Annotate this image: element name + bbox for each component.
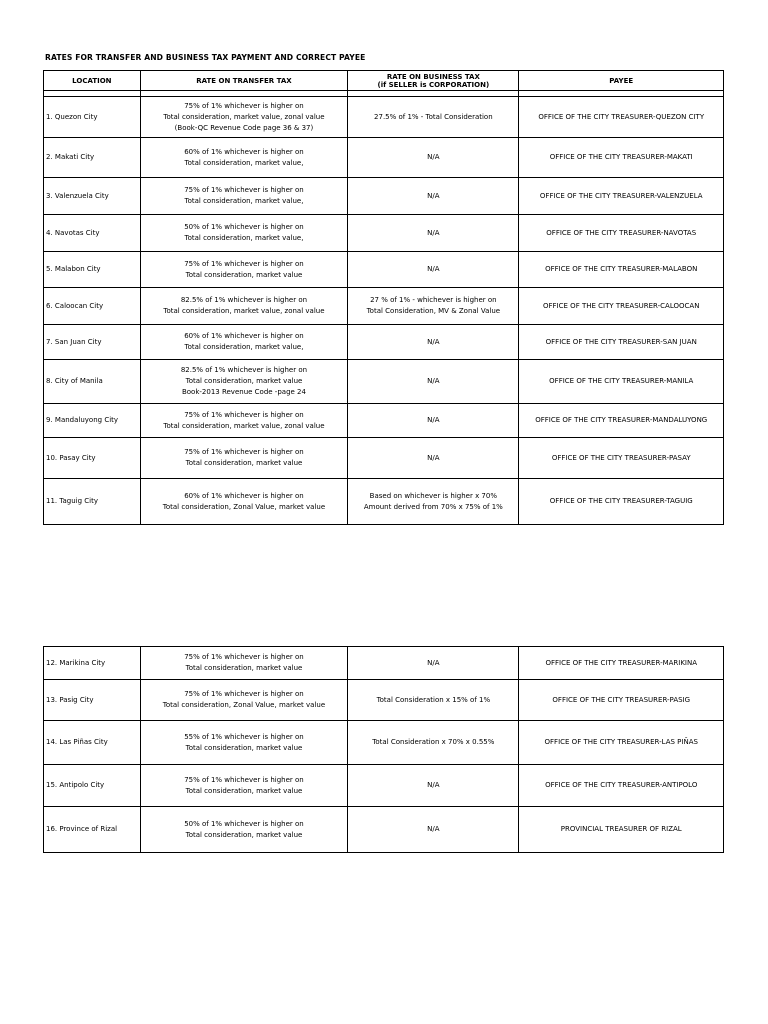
payee-cell: OFFICE OF THE CITY TREASURER-PASIG: [519, 680, 724, 721]
transfer-tax-line: 60% of 1% whichever is higher on: [184, 147, 304, 156]
transfer-tax-line: Total consideration, market value: [185, 743, 303, 752]
transfer-tax-line: Total consideration, market value,: [184, 234, 304, 242]
transfer-tax-line: Total consideration, market value: [185, 830, 303, 839]
payee-cell: OFFICE OF THE CITY TREASURER-LAS PIÑAS: [519, 721, 724, 765]
transfer-tax-cell: [140, 721, 348, 765]
transfer-tax-line: Total consideration, market value, zonal value: [163, 307, 325, 315]
business-tax-cell: [348, 680, 519, 721]
transfer-tax-line: Total consideration, market value,: [184, 197, 304, 205]
transfer-tax-line: (Book-QC Revenue Code page 36 & 37): [174, 123, 314, 132]
payee-cell: OFFICE OF THE CITY TREASURER-ANTIPOLO: [519, 765, 724, 807]
location-cell: 1. Quezon City: [44, 97, 141, 138]
location-cell: 2. Makati City: [44, 138, 141, 178]
header-business-tax-line1: RATE ON BUSINESS TAX: [386, 72, 480, 81]
transfer-tax-cell: [140, 765, 348, 807]
payee-cell: OFFICE OF THE CITY TREASURER-CALOOCAN: [519, 288, 724, 325]
table-row: [44, 97, 724, 138]
transfer-tax-line: 50% of 1% whichever is higher on: [184, 819, 304, 828]
table-row: [44, 215, 724, 252]
location-cell: 8. City of Manila: [44, 360, 141, 404]
transfer-tax-line: 75% of 1% whichever is higher on: [184, 448, 304, 456]
table-row: [44, 647, 724, 680]
transfer-tax-line: 75% of 1% whichever is higher on: [184, 690, 304, 698]
location-cell: 16. Province of Rizal: [44, 807, 141, 853]
rates-table-page-2: [43, 646, 724, 853]
location-cell: 12. Marikina City: [44, 647, 141, 680]
location-cell: 11. Taguig City: [44, 479, 141, 525]
business-tax-line: N/A: [427, 825, 440, 833]
header-business-tax-line2: (if SELLER is CORPORATION): [377, 80, 490, 89]
business-tax-line: N/A: [427, 453, 440, 462]
business-tax-cell: [348, 288, 519, 325]
transfer-tax-cell: [140, 647, 348, 680]
business-tax-cell: [348, 765, 519, 807]
transfer-tax-cell: [140, 404, 348, 438]
transfer-tax-cell: [140, 97, 348, 138]
table-body-page-2: [44, 647, 724, 853]
transfer-tax-cell: [140, 479, 348, 525]
page-title: RATES FOR TRANSFER AND BUSINESS TAX PAYMENT AND CORRECT PAYEE: [45, 53, 366, 62]
business-tax-cell: [348, 404, 519, 438]
transfer-tax-cell: [140, 178, 348, 215]
rates-table-page-1: [43, 70, 724, 525]
business-tax-line: Amount derived from 70% x 75% of 1%: [363, 502, 503, 511]
transfer-tax-cell: [140, 138, 348, 178]
business-tax-cell: [348, 252, 519, 288]
location-cell: 6. Caloocan City: [44, 288, 141, 325]
table-row: [44, 288, 724, 325]
transfer-tax-line: 60% of 1% whichever is higher on: [184, 491, 304, 500]
payee-cell: OFFICE OF THE CITY TREASURER-MARIKINA: [519, 647, 724, 680]
business-tax-line: N/A: [427, 337, 440, 346]
transfer-tax-line: 55% of 1% whichever is higher on: [184, 732, 304, 741]
location-cell: 13. Pasig City: [44, 680, 141, 721]
payee-cell: OFFICE OF THE CITY TREASURER-QUEZON CITY: [519, 97, 724, 138]
table-row: [44, 325, 724, 360]
transfer-tax-line: Total consideration, market value: [185, 270, 303, 279]
table-header-row: [44, 71, 724, 91]
location-cell: 7. San Juan City: [44, 325, 141, 360]
transfer-tax-line: 75% of 1% whichever is higher on: [184, 259, 304, 268]
transfer-tax-line: Total consideration, market value,: [184, 343, 304, 351]
business-tax-cell: [348, 807, 519, 853]
payee-cell: OFFICE OF THE CITY TREASURER-VALENZUELA: [519, 178, 724, 215]
business-tax-line: 27 % of 1% - whichever is higher on: [370, 296, 497, 304]
transfer-tax-line: 82.5% of 1% whichever is higher on: [180, 366, 308, 374]
transfer-tax-line: Total consideration, market value: [185, 786, 303, 795]
business-tax-cell: [348, 325, 519, 360]
business-tax-line: N/A: [427, 377, 440, 385]
table-body-page-1: [44, 97, 724, 525]
table-row: [44, 178, 724, 215]
business-tax-line: N/A: [427, 781, 440, 789]
transfer-tax-line: 75% of 1% whichever is higher on: [184, 775, 304, 784]
business-tax-cell: [348, 721, 519, 765]
transfer-tax-cell: [140, 360, 348, 404]
business-tax-line: N/A: [427, 153, 440, 161]
business-tax-cell: [348, 138, 519, 178]
transfer-tax-line: 82.5% of 1% whichever is higher on: [180, 296, 308, 304]
business-tax-cell: [348, 215, 519, 252]
transfer-tax-line: 75% of 1% whichever is higher on: [184, 186, 304, 194]
business-tax-line: Total Consideration x 15% of 1%: [376, 695, 491, 704]
business-tax-cell: [348, 178, 519, 215]
transfer-tax-line: Total consideration, market value: [185, 377, 303, 385]
transfer-tax-cell: [140, 325, 348, 360]
transfer-tax-line: 50% of 1% whichever is higher on: [184, 223, 304, 231]
payee-cell: OFFICE OF THE CITY TREASURER-SAN JUAN: [519, 325, 724, 360]
transfer-tax-line: 75% of 1% whichever is higher on: [184, 101, 304, 110]
location-cell: 10. Pasay City: [44, 438, 141, 479]
payee-cell: OFFICE OF THE CITY TREASURER-NAVOTAS: [519, 215, 724, 252]
location-cell: 3. Valenzuela City: [44, 178, 141, 215]
table-row: [44, 360, 724, 404]
table-row: [44, 721, 724, 765]
payee-cell: OFFICE OF THE CITY TREASURER-MAKATI: [519, 138, 724, 178]
business-tax-line: Total Consideration, MV & Zonal Value: [366, 307, 501, 315]
business-tax-line: 27.5% of 1% - Total Consideration: [374, 112, 493, 121]
transfer-tax-cell: [140, 807, 348, 853]
table-row: [44, 138, 724, 178]
business-tax-line: N/A: [427, 191, 440, 200]
payee-cell: OFFICE OF THE CITY TREASURER-TAGUIG: [519, 479, 724, 525]
transfer-tax-line: Total consideration, market value: [185, 664, 303, 672]
transfer-tax-cell: [140, 215, 348, 252]
header-payee: PAYEE: [519, 71, 724, 91]
header-business-tax: [348, 71, 519, 91]
location-cell: 15. Antipolo City: [44, 765, 141, 807]
transfer-tax-cell: [140, 252, 348, 288]
business-tax-cell: [348, 438, 519, 479]
table-row: [44, 680, 724, 721]
payee-cell: OFFICE OF THE CITY TREASURER-MANILA: [519, 360, 724, 404]
table-row: [44, 765, 724, 807]
transfer-tax-line: Book-2013 Revenue Code -page 24: [181, 388, 306, 396]
transfer-tax-line: Total consideration, Zonal Value, market value: [162, 701, 326, 709]
business-tax-line: N/A: [427, 416, 440, 424]
table-row: [44, 807, 724, 853]
transfer-tax-line: 60% of 1% whichever is higher on: [184, 332, 304, 340]
transfer-tax-line: Total consideration, market value,: [184, 158, 304, 167]
transfer-tax-line: Total consideration, market value, zonal value: [163, 112, 325, 121]
transfer-tax-line: Total consideration, market value, zonal value: [163, 421, 325, 430]
transfer-tax-cell: [140, 288, 348, 325]
table-row: [44, 252, 724, 288]
location-cell: 5. Malabon City: [44, 252, 141, 288]
transfer-tax-line: Total consideration, Zonal Value, market value: [162, 502, 326, 511]
header-location: LOCATION: [44, 71, 141, 91]
transfer-tax-cell: [140, 438, 348, 479]
table-row: [44, 404, 724, 438]
header-transfer-tax: RATE ON TRANSFER TAX: [140, 71, 348, 91]
business-tax-line: Based on whichever is higher x 70%: [369, 491, 497, 500]
business-tax-cell: [348, 647, 519, 680]
business-tax-line: Total Consideration x 70% x 0.55%: [372, 738, 495, 746]
table-row: [44, 479, 724, 525]
transfer-tax-line: Total consideration, market value: [185, 459, 303, 467]
business-tax-cell: [348, 479, 519, 525]
transfer-tax-cell: [140, 680, 348, 721]
transfer-tax-line: 75% of 1% whichever is higher on: [184, 653, 304, 661]
payee-cell: OFFICE OF THE CITY TREASURER-MANDALUYONG: [519, 404, 724, 438]
business-tax-cell: [348, 360, 519, 404]
payee-cell: OFFICE OF THE CITY TREASURER-MALABON: [519, 252, 724, 288]
location-cell: 9. Mandaluyong City: [44, 404, 141, 438]
transfer-tax-line: 75% of 1% whichever is higher on: [184, 410, 304, 419]
business-tax-line: N/A: [427, 228, 440, 237]
payee-cell: PROVINCIAL TREASURER OF RIZAL: [519, 807, 724, 853]
business-tax-cell: [348, 97, 519, 138]
business-tax-line: N/A: [427, 658, 440, 667]
table-row: [44, 438, 724, 479]
location-cell: 14. Las Piñas City: [44, 721, 141, 765]
payee-cell: OFFICE OF THE CITY TREASURER-PASAY: [519, 438, 724, 479]
location-cell: 4. Navotas City: [44, 215, 141, 252]
business-tax-line: N/A: [427, 265, 440, 273]
